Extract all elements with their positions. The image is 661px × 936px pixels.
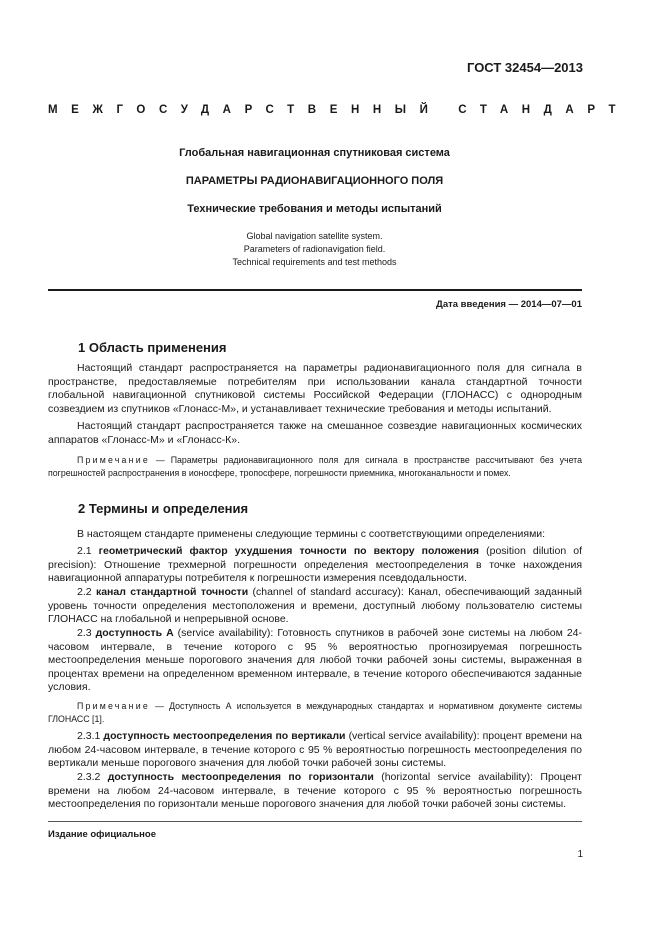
definition-term: геометрический фактор ухудшения точности по вектору положения	[98, 545, 480, 557]
introduction-date: Дата введения — 2014—07—01	[436, 299, 582, 310]
document-code: ГОСТ 32454—2013	[467, 60, 583, 75]
title-line-1: Глобальная навигационная спутниковая система	[179, 147, 450, 159]
paragraph-text: Настоящий стандарт распространяется также на смешанное созвездие навигационных космических аппаратов «Глонасс-М» и «Глонасс-К».	[48, 420, 582, 446]
definition-number: 2.3	[77, 627, 96, 639]
definition-term: доступность местоопределения по вертикали	[103, 730, 346, 742]
note-label: Примечание	[77, 701, 150, 711]
header-divider	[48, 289, 582, 291]
section-1-paragraph-1	[48, 362, 582, 416]
english-title-line-2: Parameters of radionavigation field.	[243, 244, 386, 254]
definition-text: (vertical service availability): процент времени на любом 24-часовом интервале, в течение которого с 95 % вероятностью погрешность местоопределения по вертикали меньше порогового значения для любой точки рабочей зоны системы.	[48, 730, 582, 770]
definition-number: 2.3.1	[77, 730, 104, 742]
definition-term: доступность А	[95, 627, 174, 639]
paragraph-text: В настоящем стандарте применены следующие термины с соответствующими определениями:	[77, 528, 546, 540]
footer-divider	[48, 821, 582, 822]
title-line-2: ПАРАМЕТРЫ РАДИОНАВИГАЦИОННОГО ПОЛЯ	[185, 175, 444, 187]
english-title-line-1: Global navigation satellite system.	[246, 231, 383, 241]
section-2-heading: 2 Термины и определения	[78, 501, 249, 516]
section-1-paragraph-2	[48, 420, 582, 447]
section-1-heading: 1 Область применения	[78, 340, 227, 355]
definition-text: (channel of standard accuracy): Канал, обеспечивающий заданный уровень точности определения местоположения и времени, доступный любому пользователю системы ГЛОНАСС на глобальной и непрерывной основе.	[48, 586, 582, 626]
note-label: Примечание	[77, 455, 150, 465]
definition-text: (service availability): Готовность спутников в рабочей зоне системы на любом 24-часовом интервале, в течение которого с 95 % вероятностью прогнозируемая погрешность местоопределения меньше порогового значения для любой точки рабочей зоны системы, выраженная в процентах времени на определенном временном интервале, в течение которого обеспечиваются заданные условия.	[48, 627, 582, 694]
definition-2-3-1	[48, 730, 582, 771]
definition-number: 2.2	[77, 586, 96, 598]
title-line-3: Технические требования и методы испытаний	[187, 203, 442, 215]
section-2-note	[48, 700, 582, 725]
definition-term: канал стандартной точности	[95, 586, 249, 598]
interstate-standard-label: МЕЖГОСУДАРСТВЕННЫЙ СТАНДАРТ	[48, 104, 630, 116]
section-2-intro	[48, 528, 582, 542]
paragraph-text: Настоящий стандарт распространяется на параметры радионавигационного поля для сигнала в пространстве, предоставляемые потребителям при использовании канала стандартной точности глобальной навигационной спутниковой системы Российской Федерации (ГЛОНАСС) с однородным созвездием из спутников «Глонасс-М», и устанавливает технические требования и методы испытаний.	[48, 362, 582, 415]
english-title-line-3: Technical requirements and test methods	[232, 257, 397, 267]
definition-number: 2.1	[77, 545, 99, 557]
edition-label: Издание официальное	[48, 829, 156, 840]
definition-2-2	[48, 586, 582, 627]
definition-term: доступность местоопределения по горизонтали	[107, 771, 374, 783]
note-text: — Доступность А используется в международных стандартах и нормативном документе системы ГЛОНАСС [1].	[48, 701, 582, 724]
definition-2-3	[48, 627, 582, 695]
page-number: 1	[577, 849, 583, 860]
definition-text: (horizontal service availability): Процент времени на любом 24-часовом интервале, в течение которого с 95 % вероятностью погрешность местоопределения по горизонтали меньше порогового значения для любой точки рабочей зоны системы.	[48, 771, 582, 811]
definition-text: (position dilution of precision): Отношение трехмерной погрешности определения местоопределения в точке нахождения навигационной аппаратуры потребителя к погрешности измерения псевдодальности.	[48, 545, 582, 585]
definition-number: 2.3.2	[77, 771, 108, 783]
english-title	[48, 230, 581, 269]
section-1-note	[48, 454, 582, 479]
definition-2-1	[48, 545, 582, 586]
note-text: — Параметры радионавигационного поля для сигнала в пространстве рассчитывают без учета погрешностей распространения в ионосфере, тропосфере, погрешности приемника, многоканальности и помех.	[48, 455, 582, 478]
definition-2-3-2	[48, 771, 582, 812]
